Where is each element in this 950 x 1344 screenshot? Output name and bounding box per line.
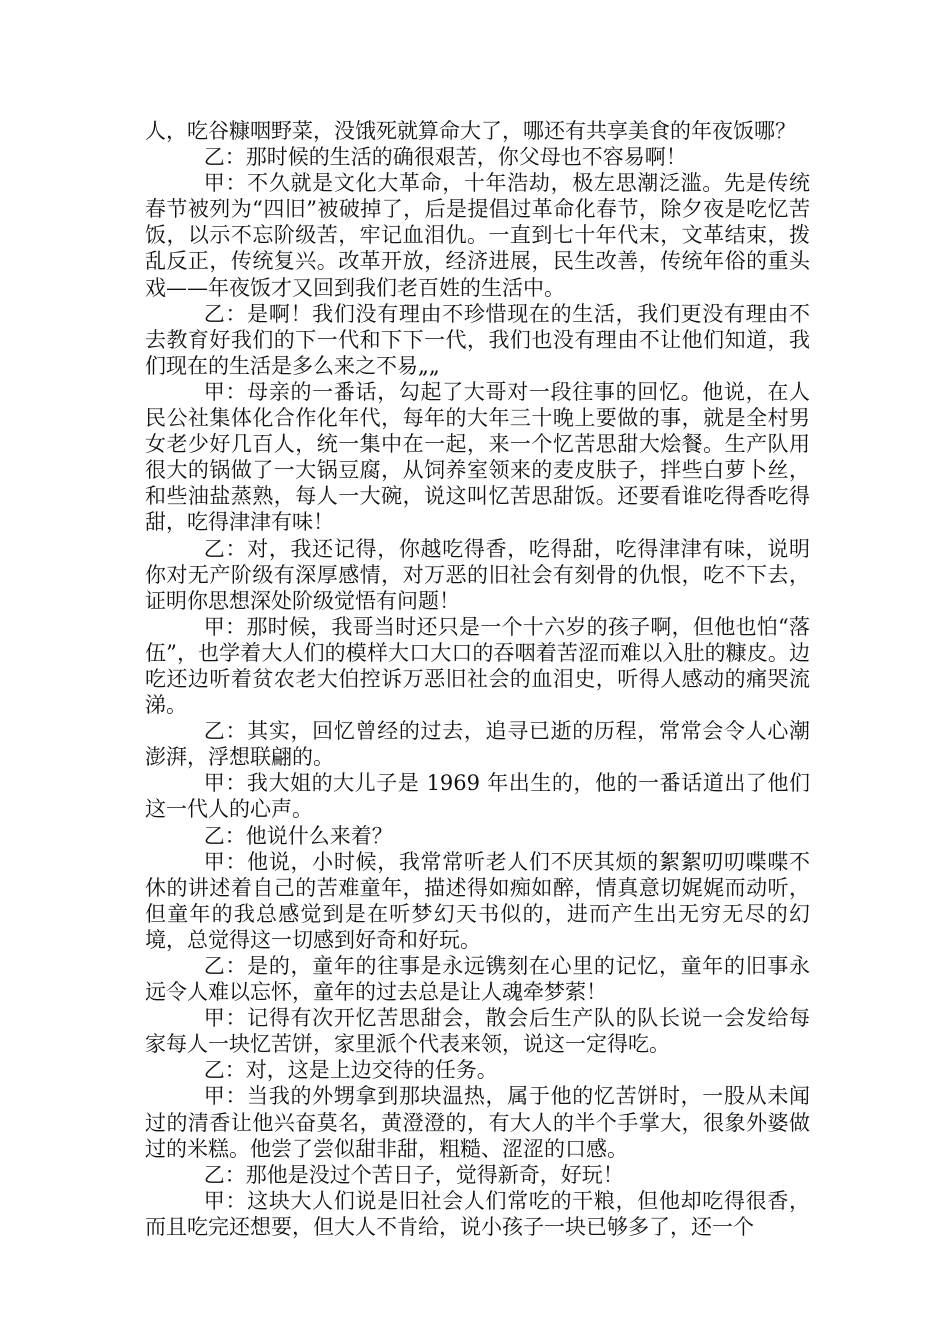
paragraph: 甲：当我的外甥拿到那块温热，属于他的忆苦饼时，一股从未闻过的清香让他兴奋莫名，黄澄澄的，有大人的半个手掌大，很象外婆做过的米糕。他尝了尝似甜非甜，粗糙、涩涩的口感。 xyxy=(145,1084,810,1161)
paragraph: 乙：那时候的生活的确很艰苦，你父母也不容易啊！ xyxy=(203,145,687,170)
paragraph: 乙：那他是没过个苦日子，觉得新奇，好玩！ xyxy=(203,1162,624,1187)
paragraph: 乙：对，我还记得，你越吃得香，吃得甜，吃得津津有味，说明你对无产阶级有深厚感情，对万恶的旧社会有刻骨的仇恨，吃不下去，证明你思想深处阶级觉悟有问题！ xyxy=(145,536,810,613)
paragraph: 乙：是的，童年的往事是永远镌刻在心里的记忆，童年的旧事永远令人难以忘怀，童年的过去总是让人魂牵梦萦！ xyxy=(145,954,810,1005)
paragraph: 甲：这块大人们说是旧社会人们常吃的干粮，但他却吃得很香，而且吃完还想要，但大人不肯给，说小孩子一块已够多了，还一个 xyxy=(145,1188,810,1239)
paragraph: 乙：他说什么来着？ xyxy=(203,823,393,848)
paragraph: 乙：是啊！我们没有理由不珍惜现在的生活，我们更没有理由不去教育好我们的下一代和下下一代，我们也没有理由不让他们知道，我们现在的生活是多么来之不易„„ xyxy=(145,301,810,378)
paragraph: 乙：其实，回忆曾经的过去，追寻已逝的历程，常常会令人心潮澎湃，浮想联翩的。 xyxy=(145,719,810,770)
paragraph: 甲：不久就是文化大革命，十年浩劫，极左思潮泛滥。先是传统春节被列为“四旧”被破掉了，后是提倡过革命化春节，除夕夜是吃忆苦饭，以示不忘阶级苦，牢记血泪仇。一直到七十年代末，文革结束，拨乱反正，传统复兴。改革开放，经济进展，民生改善，传统年俗的重头戏——年夜饭才又回到我们老百姓的生活中。 xyxy=(145,171,810,300)
paragraph: 甲：那时候，我哥当时还只是一个十六岁的孩子啊，但他也怕“落伍”，也学着大人们的模样大口大口的吞咽着苦涩而难以入肚的糠皮。边吃还边听着贫农老大伯控诉万恶旧社会的血泪史，听得人感动的痛哭流涕。 xyxy=(145,614,810,718)
paragraph: 乙：对，这是上边交待的任务。 xyxy=(203,1058,498,1083)
paragraph: 甲：他说，小时候，我常常听老人们不厌其烦的絮絮叨叨喋喋不休的讲述着自己的苦难童年，描述得如痴如醉，情真意切娓娓而动听，但童年的我总感觉到是在听梦幻天书似的，进而产生出无穷无尽的幻境，总觉得这一切感到好奇和好玩。 xyxy=(145,849,810,952)
paragraph: 甲：我大姐的大儿子是 1969 年出生的，他的一番话道出了他们这一代人的心声。 xyxy=(145,771,810,822)
paragraph: 人，吃谷糠咽野菜，没饿死就算命大了，哪还有共享美食的年夜饭哪？ xyxy=(145,119,796,143)
dialogue-text xyxy=(145,118,810,1240)
paragraph: 甲：记得有次开忆苦思甜会，散会后生产队的队长说一会发给每家每人一块忆苦饼，家里派个代表来领，说这一定得吃。 xyxy=(145,1006,810,1057)
paragraph: 甲：母亲的一番话，勾起了大哥对一段往事的回忆。他说，在人民公社集体化合作化年代，每年的大年三十晚上要做的事，就是全村男女老少好几百人，统一集中在一起，来一个忆苦思甜大烩餐。生产队用很大的锅做了一大锅豆腐，从饲养室领来的麦皮肤子，拌些白萝卜丝，和些油盐蒸熟，每人一大碗，说这叫忆苦思甜饭。还要看谁吃得香吃得甜，吃得津津有味！ xyxy=(145,379,810,535)
